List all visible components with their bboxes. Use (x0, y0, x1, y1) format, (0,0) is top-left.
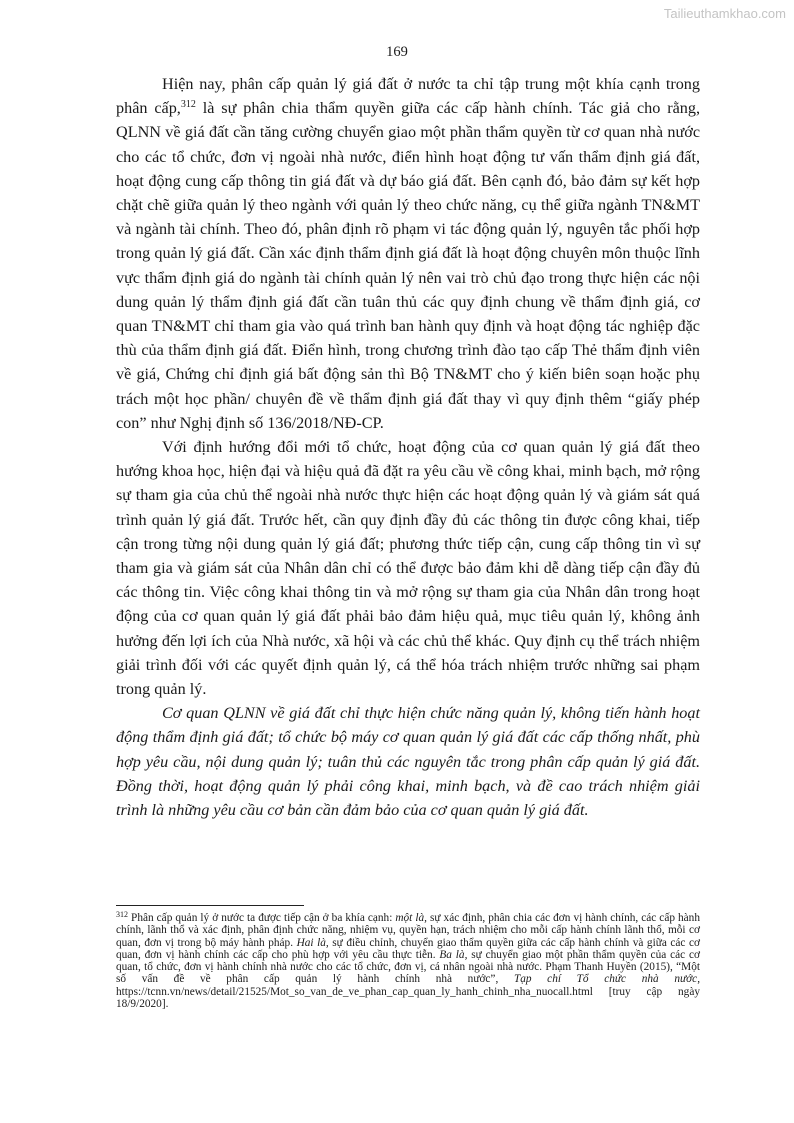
footnote-emphasis: Ba là, (439, 948, 468, 961)
paragraph-1-text-after: là sự phân chia thẩm quyền giữa các cấp hành chính. Tác giả cho rằng, QLNN về giá đất cần tăng cường chuyển giao một phần thẩm quyền từ cơ quan nhà nước cho các tổ chức, đơn vị ngoài nhà nước, điển hình hoạt động tư vấn thẩm định giá đất, hoạt động cung cấp thông tin giá đất và dự báo giá đất. Bên cạnh đó, bảo đảm sự kết hợp chặt chẽ giữa quản lý theo ngành với quản lý theo chức năng, cụ thể giữa ngành TN&MT và ngành tài chính. Theo đó, phân định rõ phạm vi tác động quản lý, nguyên tắc phối hợp trong quản lý giá đất. Cần xác định thẩm định giá đất là hoạt động chuyên môn thuộc lĩnh vực thẩm định giá do ngành tài chính quản lý nên vai trò chủ đạo trong thực hiện các nội dung quản lý thẩm định giá đất cần tuân thủ các quy định chung về thẩm định giá, cơ quan TN&MT chỉ tham gia vào quá trình ban hành quy định và hoạt động tác nghiệp đặc thù của thẩm định giá đất. Điển hình, trong chương trình đào tạo cấp Thẻ thẩm định viên về giá, Chứng chỉ định giá bất động sản thì Bộ TN&MT cho ý kiến biên soạn hoặc phụ trách một học phần/ chuyên đề về thẩm định giá đất thay vì quy định thêm “giấy phép con” như Nghị định số 136/2018/NĐ-CP. (116, 99, 701, 432)
watermark: Tailieuthamkhao.com (663, 6, 786, 21)
footnote-text: sự điều chỉnh, chuyển giao thẩm quyền giữa các cấp hành chính và giữa các cơ quan, đơn vị hành chính các cấp cho phù hợp với yêu cầu thực tiễn. (116, 936, 700, 961)
body-text (116, 72, 700, 822)
footnote-separator (116, 905, 304, 906)
footnote-number: 312 (116, 910, 128, 919)
footnote-journal-title: Tạp chí Tổ chức nhà nước (513, 973, 698, 986)
footnote-url-link[interactable]: https://tcnn.vn/news/detail/21525/Mot_so_van_de_ve_phan_cap_quan_ly_hanh_chinh_nha_nuocall.html (116, 985, 593, 998)
footnote-text: sự chuyển giao một phần thẩm quyền của các cơ quan, tổ chức, đơn vị hành chính nhà nước cho các tổ chức, đơn vị, cá nhân ngoài nhà nước. Phạm Thanh Huyền (2015), “Một số vấn đề về phân cấp quản lý hành chính nhà nước”, (116, 948, 700, 986)
footnote-text: , (697, 973, 701, 986)
footnote (116, 912, 700, 1010)
footnote-text: [truy cập ngày 18/9/2020]. (116, 985, 700, 1011)
footnote-text: sự xác định, phân chia các đơn vị hành chính, các cấp hành chính, lãnh thổ và xác định, phân định chức năng, nhiệm vụ, quyền hạn, trách nhiệm cho mỗi cấp hành chính lãnh thổ, mỗi cơ quan, đơn vị trong bộ máy hành pháp. (116, 912, 700, 949)
paragraph-1-text-before: Hiện nay, phân cấp quản lý giá đất ở nước ta chỉ tập trung một khía cạnh trong phân cấp, (116, 75, 700, 118)
paragraph-2: Với định hướng đổi mới tổ chức, hoạt động của cơ quan quản lý giá đất theo hướng khoa học, hiện đại và hiệu quả đã đặt ra yêu cầu về công khai, minh bạch, mở rộng sự tham gia của chủ thể ngoài nhà nước thực hiện các hoạt động quản lý và giám sát quá trình quản lý giá đất. Trước hết, cần quy định đầy đủ các thông tin được công khai, tiếp cận trong từng nội dung quản lý giá đất; phương thức tiếp cận, cung cấp thông tin vì sự tham gia và giám sát của Nhân dân chỉ có thể được bảo đảm khi dễ dàng tiếp cận đầy đủ các thông tin. Việc công khai thông tin và mở rộng sự tham gia của Nhân dân trong hoạt động của cơ quan quản lý giá đất phải bảo đảm hiệu quả, mục tiêu quản lý, không ảnh hưởng đến lợi ích của Nhà nước, xã hội và các chủ thể khác. Quy định cụ thể trách nhiệm giải trình đối với các quyết định quản lý, cá thể hóa trách nhiệm trước những sai phạm trong quản lý. (116, 438, 700, 699)
paragraph-3-italic: Cơ quan QLNN về giá đất chỉ thực hiện chức năng quản lý, không tiến hành hoạt động thẩm định giá đất; tổ chức bộ máy cơ quan quản lý giá đất các cấp thống nhất, phù hợp yêu cầu, nội dung quản lý; tuân thủ các nguyên tắc trong phân cấp quản lý giá đất. Đồng thời, hoạt động quản lý phải công khai, minh bạch, và đề cao trách nhiệm giải trình là những yêu cầu cơ bản cần đảm bảo của cơ quan quản lý giá đất. (116, 704, 700, 820)
page-number: 169 (386, 44, 408, 60)
footnote-emphasis: một là, (395, 912, 427, 924)
paragraph-1 (116, 72, 700, 435)
footnote-emphasis: Hai là, (296, 936, 329, 949)
footnote-reference[interactable]: 312 (180, 99, 196, 111)
footnote-text: Phân cấp quản lý ở nước ta được tiếp cận ở ba khía cạnh: (128, 912, 396, 924)
